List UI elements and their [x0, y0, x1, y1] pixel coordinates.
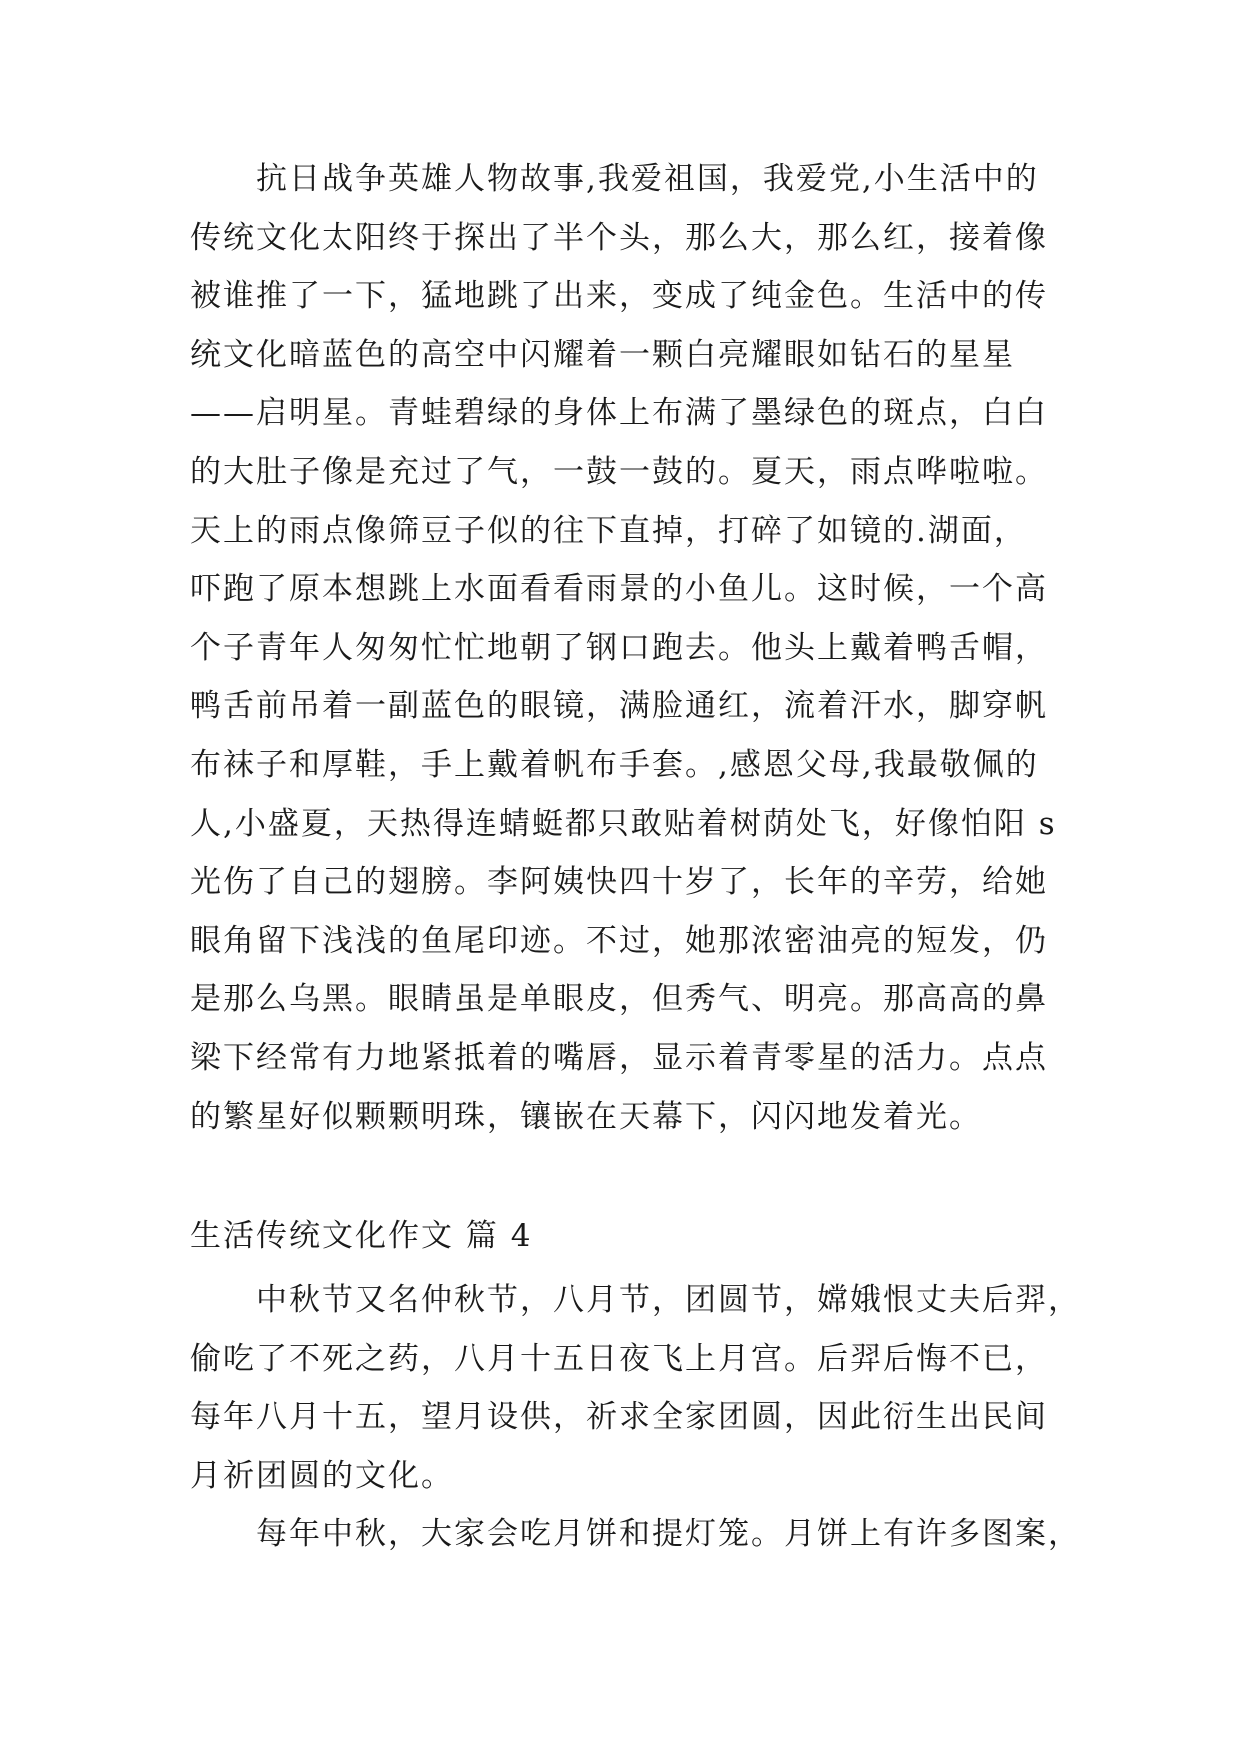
text-line: 个子青年人匆匆忙忙地朝了钢口跑去。他头上戴着鸭舌帽，: [190, 629, 1048, 666]
text-line: 鸭舌前吊着一副蓝色的眼镜，满脸通红，流着汗水，脚穿帆: [190, 688, 1048, 725]
text-line: 传统文化太阳终于探出了半个头，那么大，那么红，接着像: [190, 219, 1048, 256]
paragraph-2: [190, 1271, 1081, 1505]
text-line: 月祈团圆的文化。: [190, 1457, 454, 1494]
text-line: 偷吃了不死之药，八月十五日夜飞上月宫。后羿后悔不已，: [190, 1340, 1048, 1377]
text-line: 的繁星好似颗颗明珠，镶嵌在天幕下，闪闪地发着光。: [190, 1098, 982, 1135]
text-line: 是那么乌黑。眼睛虽是单眼皮，但秀气、明亮。那高高的鼻: [190, 981, 1048, 1018]
text-line: 每年八月十五，望月设供，祈求全家团圆，因此衍生出民间: [190, 1399, 1048, 1436]
text-line: 中秋节又名仲秋节，八月节，团圆节，嫦娥恨丈夫后羿，: [190, 1282, 1081, 1318]
text-line: 吓跑了原本想跳上水面看看雨景的小鱼儿。这时候，一个高: [190, 571, 1048, 608]
paragraph-1: [190, 150, 1070, 1146]
text-line: 人,小盛夏，天热得连蜻蜓都只敢贴着树荫处飞，好像怕阳 s: [190, 805, 1057, 842]
text-line: 每年中秋，大家会吃月饼和提灯笼。月饼上有许多图案，: [190, 1516, 1081, 1552]
text-line: ——启明星。青蛙碧绿的身体上布满了墨绿色的斑点，白白: [190, 395, 1048, 432]
text-line: 梁下经常有力地紧抵着的嘴唇，显示着青零星的活力。点点: [190, 1039, 1048, 1076]
text-line: 的大肚子像是充过了气，一鼓一鼓的。夏天，雨点哗啦啦。: [190, 453, 1048, 490]
text-line: 统文化暗蓝色的高空中闪耀着一颗白亮耀眼如钻石的星星: [190, 336, 1015, 373]
section-heading: 生活传统文化作文 篇 4: [190, 1218, 533, 1254]
text-line: 光伤了自己的翅膀。李阿姨快四十岁了，长年的辛劳，给她: [190, 864, 1048, 901]
text-line: 被谁推了一下，猛地跳了出来，变成了纯金色。生活中的传: [190, 278, 1048, 315]
text-line: 天上的雨点像筛豆子似的往下直掉，打碎了如镜的.湖面，: [190, 512, 1027, 549]
text-line: 眼角留下浅浅的鱼尾印迹。不过，她那浓密油亮的短发，仍: [190, 922, 1048, 959]
paragraph-3: [190, 1505, 1081, 1564]
text-line: 抗日战争英雄人物故事,我爱祖国，我爱党,小生活中的: [190, 161, 1039, 197]
text-line: 布袜子和厚鞋，手上戴着帆布手套。,感恩父母,我最敬佩的: [190, 746, 1039, 783]
